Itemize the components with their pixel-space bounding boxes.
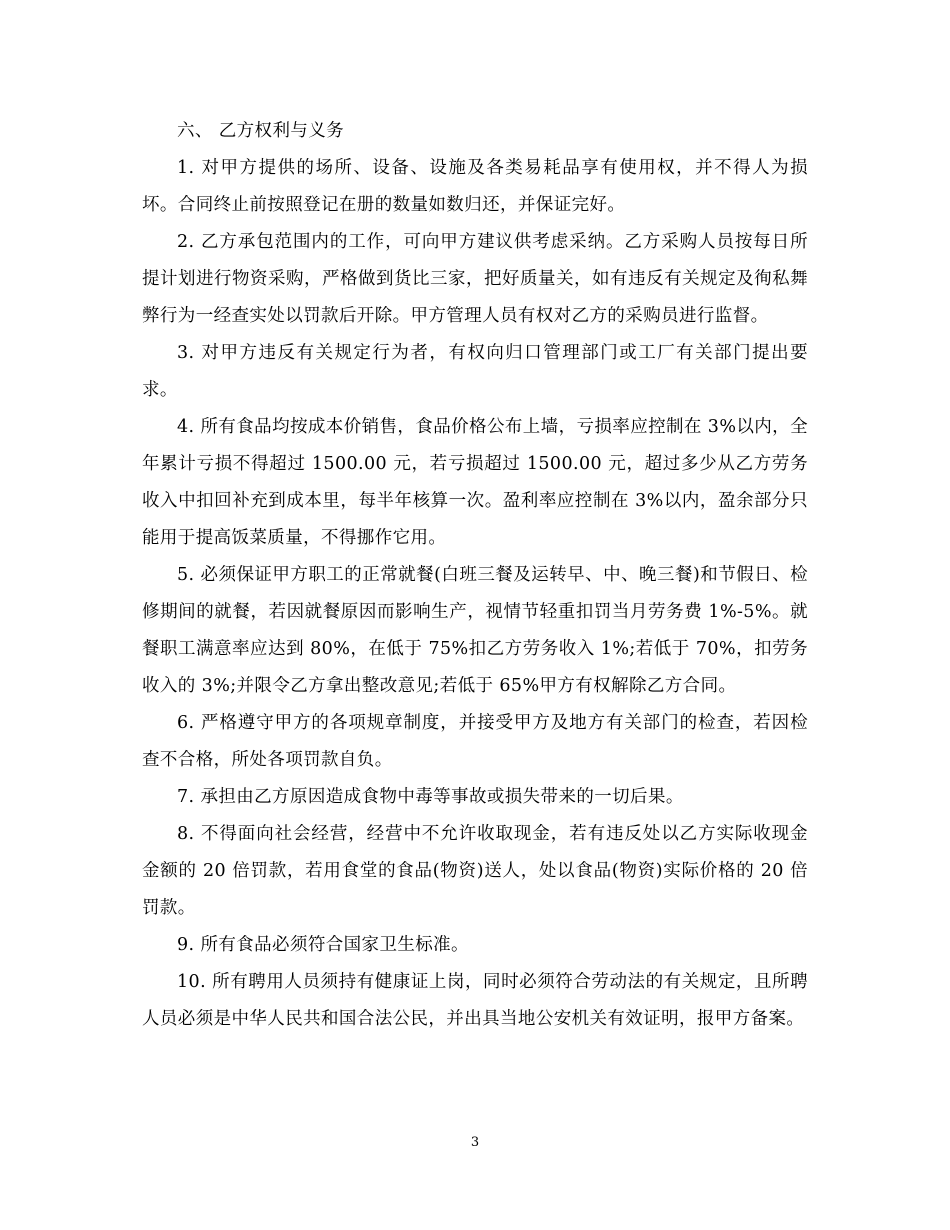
paragraph-5: 5. 必须保证甲方职工的正常就餐(白班三餐及运转早、中、晚三餐)和节假日、检修期间的就餐，若因就餐原因而影响生产，视情节轻重扣罚当月劳务费 1%-5%。就餐职工满意率应达到 80%，在低于 75%扣乙方劳务收入 1%;若低于 70%，扣劳务收入的 3%;并限令乙方拿出整改意见;若低于 65%甲方有权解除乙方合同。 bbox=[142, 565, 808, 696]
paragraph-6: 6. 严格遵守甲方的各项规章制度，并接受甲方及地方有关部门的检查，若因检查不合格，所处各项罚款自负。 bbox=[142, 713, 808, 770]
paragraph-9: 9. 所有食品必须符合国家卫生标准。 bbox=[177, 935, 469, 955]
paragraph-10: 10. 所有聘用人员须持有健康证上岗，同时必须符合劳动法的有关规定，且所聘人员必须是中华人民共和国合法公民，并出具当地公安机关有效证明，报甲方备案。 bbox=[142, 972, 808, 1029]
section-heading: 六、 乙方权利与义务 bbox=[177, 121, 345, 141]
paragraph-8: 8. 不得面向社会经营，经营中不允许收取现金，若有违反处以乙方实际收现金金额的 20 倍罚款，若用食堂的食品(物资)送人，处以食品(物资)实际价格的 20 倍罚款。 bbox=[142, 824, 808, 918]
paragraph-1: 1. 对甲方提供的场所、设备、设施及各类易耗品享有使用权，并不得人为损坏。合同终止前按照登记在册的数量如数归还，并保证完好。 bbox=[142, 158, 808, 215]
paragraph-2: 2. 乙方承包范围内的工作，可向甲方建议供考虑采纳。乙方采购人员按每日所提计划进行物资采购，严格做到货比三家，把好质量关，如有违反有关规定及徇私舞弊行为一经查实处以罚款后开除。甲方管理人员有权对乙方的采购员进行监督。 bbox=[142, 232, 808, 326]
document-body bbox=[142, 113, 808, 1038]
paragraph-3: 3. 对甲方违反有关规定行为者，有权向归口管理部门或工厂有关部门提出要求。 bbox=[142, 343, 808, 400]
page-number: 3 bbox=[470, 1135, 480, 1150]
paragraph-7: 7. 承担由乙方原因造成食物中毒等事故或损失带来的一切后果。 bbox=[177, 787, 684, 807]
paragraph-4: 4. 所有食品均按成本价销售，食品价格公布上墙，亏损率应控制在 3%以内，全年累计亏损不得超过 1500.00 元，若亏损超过 1500.00 元，超过多少从乙方劳务收入中扣回补充到成本里，每半年核算一次。盈利率应控制在 3%以内，盈余部分只能用于提高饭菜质量，不得挪作它用。 bbox=[142, 417, 808, 548]
